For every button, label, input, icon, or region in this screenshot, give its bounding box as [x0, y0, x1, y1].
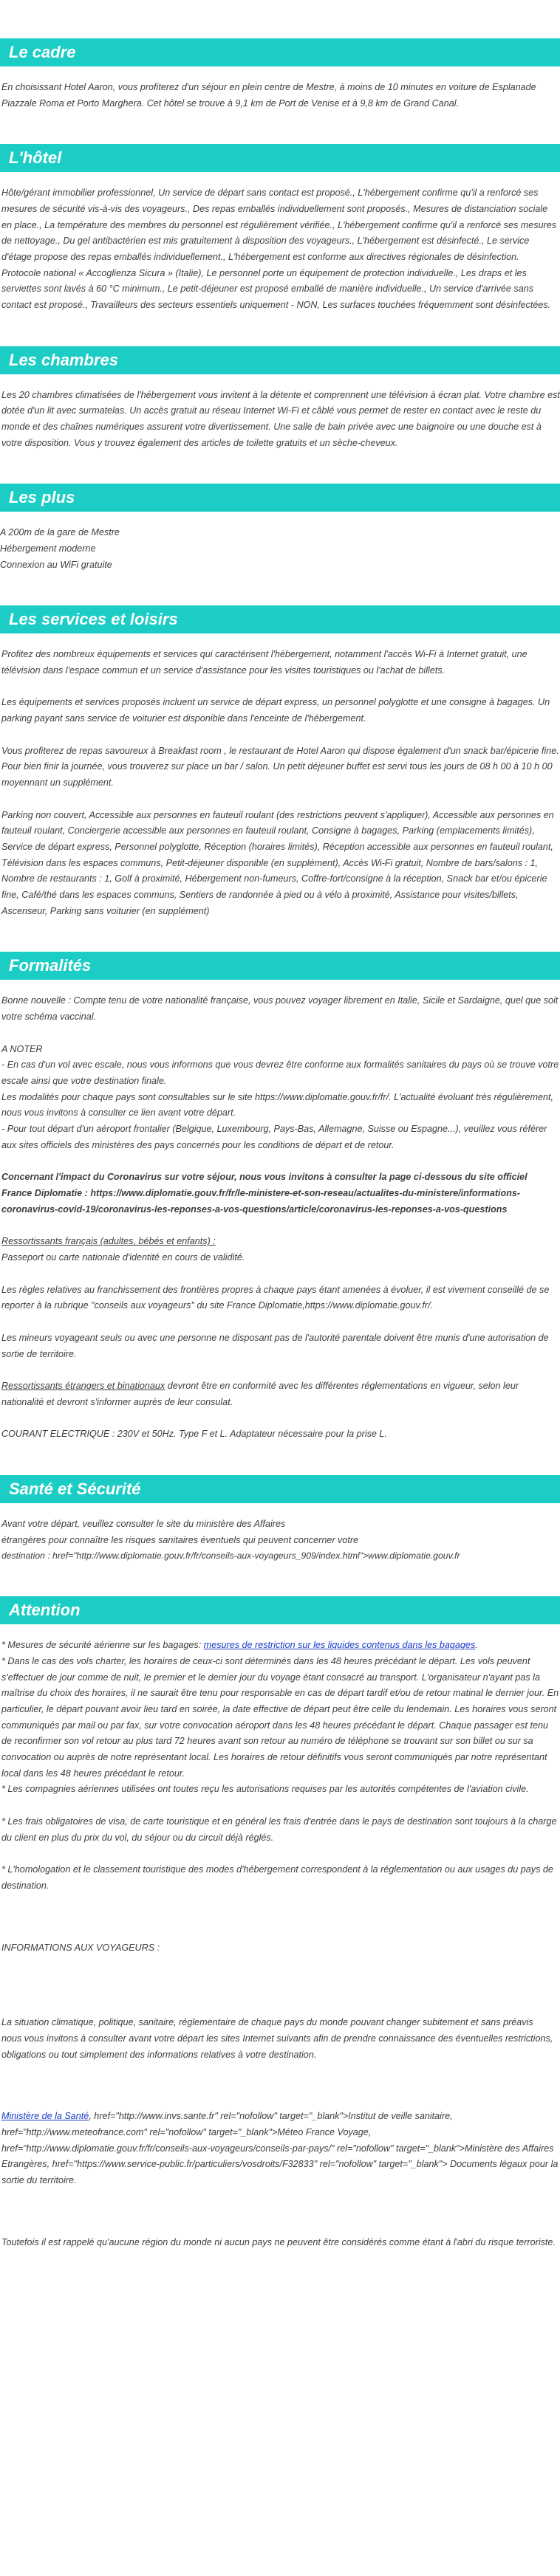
formalites-note-title: A NOTER: [1, 1043, 43, 1054]
page: [0, 38, 560, 2280]
attention-bullet-visa: * Les frais obligatoires de visa, de carte touristique et en général les frais d'entrée dans le pays de destination sont toujours à la charge du client en plus du prix du vol, du séjour ou du circuit déjà réglés.: [1, 1816, 557, 1843]
section-title-hotel: L'hôtel: [0, 144, 560, 172]
plus-item: A 200m de la gare de Mestre: [0, 527, 120, 538]
formalites-paragraph: Les règles relatives au franchissement des frontières propres à chaque pays étant amenées à évoluer, il est vivement conseillé de se reporter à la rubrique "conseils aux voyageurs" du site France Diplomatie,https://www.diplomatie.gouv.fr/.: [1, 1284, 550, 1311]
section-title-plus: Les plus: [0, 484, 560, 512]
chambres-text: Les 20 chambres climatisées de l'hébergement vous invitent à la détente et comprennent une télévision à écran plat. Votre chambre est dotée d'un lit avec surmatelas. Un accès gratuit au réseau Internet Wi-Fi et câblé vous permet de rester en contact avec le reste du monde et des chaînes numériques assurent votre divertissement. Une salle de bain privée avec une baignoire ou une douche est à votre disposition. Vous y trouvez également des articles de toilette gratuits et un sèche-cheveux.: [1, 389, 560, 448]
section-title-services: Les services et loisirs: [0, 605, 560, 633]
formalites-foreign-text: devront être en conformité avec les différentes réglementations en vigueur, selon leur nationalité et devront s'informer auprès de leur consulat.: [1, 1381, 519, 1407]
attention-bullet-homologation: * L'homologation et le classement touristique des modes d'hébergement correspondent à la réglementation ou aux usages du pays de destination.: [1, 1864, 553, 1891]
section-title-attention: Attention: [0, 1596, 560, 1624]
formalites-foreign-paragraph: [0, 1378, 560, 1410]
info-voyageurs-line: nous vous invitons à consulter avant votre départ les sites Internet suivants afin de prendre connaissance des éventuelles restrictions, obligations ou tout simplement des informations relatives à votre destination.: [1, 2033, 553, 2060]
formalites-paragraph: Les mineurs voyageant seuls ou avec une personne ne disposant pas de l'autorité parentale doivent être munis d'une autorisation de sortie de territoire.: [1, 1332, 549, 1359]
services-paragraph: Les équipements et services proposés incluent un service de départ express, un personnel polyglotte et une consigne à bagages. Un parking payant sans service de voiturier est disponible dans l'enceinte de l'hébergement.: [1, 697, 550, 724]
attention-bullet-charter: * Dans le cas des vols charter, les horaires de ceux-ci sont déterminés dans les 48 heures précédant le départ. Les vols peuvent s'effectuer de jour comme de nuit, le premier et le dernier jour du voyage étant consacré au transport. L'organisateur n'ayant pas la maîtrise du choix des horaires, il ne saurait être tenu pour responsable en cas de départ tardif et/ou de retour matinal le dernier jour. En particulier, le départ pouvant avoir lieu tard en soirée, la date effective de départ peut être celle du lendemain. Les horaires vous seront communiqués par mail ou par fax, sur votre convocation aéroport dans les 48 heures précédant le départ. Chaque passager est tenu de reconfirmer son vol retour au plus tard 72 heures avant son retour au numéro de téléphone se trouvant sur son billet ou sur sa convocation ou auprès de notre représentant local. Les horaires de retour définitifs vous seront communiqués par notre représentant local dans les 48 heures précédant le retour.: [1, 1656, 559, 1779]
formalites-covid-notice: Concernant l'impact du Coronavirus sur votre séjour, nous vous invitons à consulter la page ci-dessous du site officiel France Diplomatie : https://www.diplomatie.gouv.fr/fr/le-ministere-et-son-reseau/actualites-du-ministere/informations-coronavirus-covid-19/coronavirus-les-reponses-a-vos-questions/article/coronavirus-les-reponses-a-vos-questions: [1, 1172, 527, 1215]
plus-item: Hébergement moderne: [0, 543, 96, 554]
cadre-text: En choisissant Hotel Aaron, vous profiterez d'un séjour en plein centre de Mestre, à moins de 10 minutes en voiture de Esplanade Piazzale Roma et Porto Marghera. Cet hôtel se trouve à 9,1 km de Port de Venise et à 9,8 km de Grand Canal.: [1, 82, 536, 109]
section-title-sante: Santé et Sécurité: [0, 1475, 560, 1503]
sante-line: destination : href="http://www.diplomatie.gouv.fr/fr/conseils-aux-voyageurs_909/index.html">www.diplomatie.gouv.fr: [1, 1550, 460, 1562]
formalites-paragraph: Bonne nouvelle : Compte tenu de votre nationalité française, vous pouvez voyager librement en Italie, Sicile et Sardaigne, quel que soit votre schéma vaccinal.: [1, 995, 559, 1022]
services-paragraph: Vous profiterez de repas savoureux à Breakfast room , le restaurant de Hotel Aaron qui dispose également d'un snack bar/épicerie fine. Pour bien finir la journée, vous trouverez sur place un bar / salon. Un petit déjeuner buffet est servi tous les jours de 08 h 00 à 10 h 00 moyennant un supplément.: [1, 745, 559, 789]
formalites-french-text: Passeport ou carte nationale d'identité en cours de validité.: [1, 1251, 245, 1263]
ministere-sante-link[interactable]: Ministère de la Santé: [1, 2111, 89, 2122]
sante-line: Avant votre départ, veuillez consulter le site du ministère des Affaires: [1, 1519, 286, 1530]
services-paragraph: Profitez des nombreux équipements et services qui caractérisent l'hébergement, notamment l'accès Wi-Fi à Internet gratuit, une télévision dans l'espace commun et un service d'assistance pour les visites touristiques ou l'achat de billets.: [1, 649, 527, 676]
formalites-note-line: - En cas d'un vol avec escale, nous vous informons que vous devrez être conforme aux formalités sanitaires du pays où se trouve votre escale ainsi que votre destination finale.: [1, 1059, 559, 1086]
sante-line: étrangères pour connaître les risques sanitaires éventuels qui peuvent concerner votre: [1, 1534, 359, 1545]
formalites-french-heading: Ressortissants français (adultes, bébés et enfants) :: [1, 1236, 216, 1247]
attention-bullet-end: .: [475, 1640, 478, 1651]
formalites-note-line: - Pour tout départ d'un aéroport frontalier (Belgique, Luxembourg, Pays-Bas, Allemagne, Suisse ou Espagne...), veuillez vous référer aux sites officiels des ministères des pays concernés pour les conditions de départ et de retour.: [1, 1123, 547, 1150]
attention-bullet-liquids: [0, 1638, 560, 1654]
liquids-restriction-link[interactable]: mesures de restriction sur les liquides contenus dans les bagages: [203, 1640, 476, 1651]
services-paragraph: Parking non couvert, Accessible aux personnes en fauteuil roulant (des restrictions peuvent s'appliquer), Accessible aux personnes en fauteuil roulant, Conciergerie accessible aux personnes en fauteuil roulant, Consigne à bagages, Parking (emplacements limités), Service de départ express, Personnel polyglotte, Réception (horaires limités), Réception accessible aux personnes en fauteuil roulant, Télévision dans les espaces communs, Petit-déjeuner disponible (en supplément), Accès Wi-Fi gratuit, Nombre de bars/salons : 1, Nombre de restaurants : 1, Golf à proximité, Hébergement non-fumeurs, Coffre-fort/consigne à la réception, Snack bar et/ou épicerie fine, Café/thé dans les espaces communs, Sentiers de randonnée à pied ou à vélo à proximité, Assistance pour visites/billets, Ascenseur, Parking sans voiturier (en supplément): [1, 809, 554, 916]
attention-bullet-airlines: * Les compagnies aériennes utilisées ont toutes reçu les autorisations requises par les autorités compétentes de l'aviation civile.: [1, 1784, 529, 1795]
terrorism-notice: Toutefois il est rappelé qu'aucune région du monde ni aucun pays ne peuvent être considérés comme étant à l'abri du risque terroriste.: [1, 2236, 556, 2247]
info-links-text: , href="http://www.invs.sante.fr" rel="nofollow" target="_blank">Institut de veille sanitaire, href="http://www.meteofrance.com" rel="nofollow" target="_blank">Méteo France Voyage, href="http://www.diplomatie.gouv.fr/fr/conseils-aux-voyageurs/conseils-par-pays/" rel="nofollow" target="_blank">Ministère des Affaires Etrangères, href="https://www.service-public.fr/particuliers/vosdroits/F32833" rel="nofollow" target="_blank"> Documents légaux pour la sortie du territoire.: [1, 2111, 559, 2185]
section-title-chambres: Les chambres: [0, 346, 560, 374]
formalites-note-line: Les modalités pour chaque pays sont consultables sur le site https://www.diplomatie.gouv.fr/fr/. L'actualité évoluant très régulièrement, nous vous invitons à consulter ce lien avant votre départ.: [1, 1091, 553, 1119]
section-title-formalites: Formalités: [0, 952, 560, 980]
formalites-foreign-heading: Ressortissants étrangers et binationaux: [1, 1381, 165, 1392]
hotel-text: Hôte/gérant immobilier professionnel, Un service de départ sans contact est proposé., L'hébergement confirme qu'il a renforcé ses mesures de sécurité vis-à-vis des voyageurs., Des repas emballés individuellement sont proposés., Mesures de distanciation sociale en place., La température des membres du personnel est régulièrement vérifiée., L'hébergement confirme qu'il a renforcé ses mesures de nettoyage., Du gel antibactérien est mis gratuitement à disposition des voyageurs., L'hébergement est désinfecté., Le service d'étage propose des repas emballés individuellement., L'hébergement est conforme aux directives régionales de désinfection. Protocole national « Accoglienza Sicura » (Italie), Le personnel porte un équipement de protection individuelle., Les draps et les serviettes sont lavés à 60 °C minimum., Le petit-déjeuner est proposé emballé de manière individuelle., Un service d'arrivée sans contact est proposé., Travailleurs des secteurs essentiels uniquement - NON, Les surfaces touchées fréquemment sont désinfectées.: [1, 188, 557, 310]
attention-bullet-text: * Mesures de sécurité aérienne sur les bagages:: [1, 1640, 204, 1651]
formalites-electricity: COURANT ELECTRIQUE : 230V et 50Hz. Type F et L. Adaptateur nécessaire pour la prise L.: [1, 1429, 387, 1440]
plus-list: [0, 525, 560, 573]
info-voyageurs-line: La situation climatique, politique, sanitaire, réglementaire de chaque pays du monde pouvant changer subitement et sans préavis: [1, 2017, 533, 2028]
plus-item: Connexion au WiFi gratuite: [0, 559, 112, 570]
info-voyageurs-heading: INFORMATIONS AUX VOYAGEURS :: [1, 1942, 160, 1953]
section-title-cadre: Le cadre: [0, 38, 560, 66]
info-links-paragraph: [0, 2109, 560, 2188]
